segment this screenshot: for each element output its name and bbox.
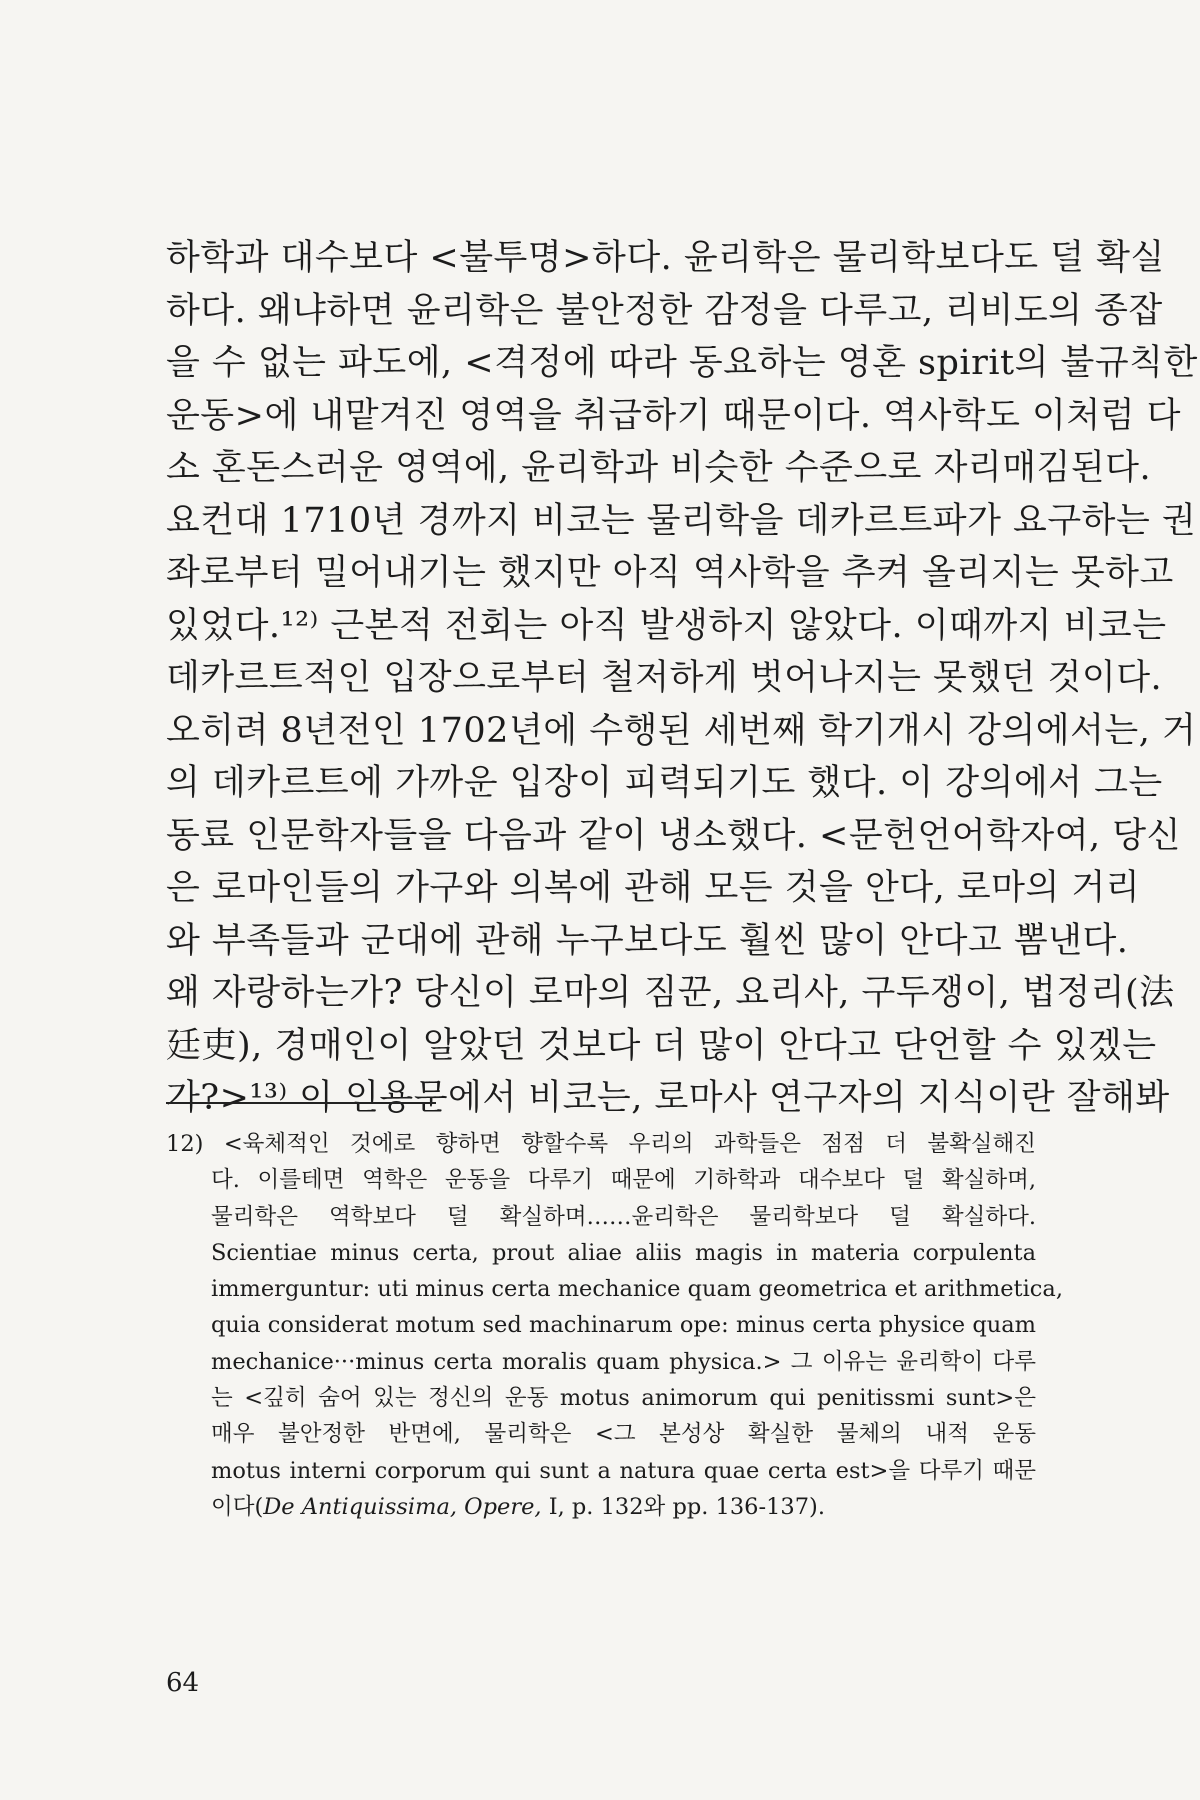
body-line: 의 데카르트에 가까운 입장이 피력되기도 했다. 이 강의에서 그는	[166, 763, 1163, 803]
footnote-line: Scientiae minus certa, prout aliae aliis magis in materia corpulenta	[211, 1239, 1036, 1266]
body-line: 동료 인문학자들을 다음과 같이 냉소했다. <문헌언어학자여, 당신	[166, 815, 1181, 856]
footnote-line: 매우 불안정한 반면에, 물리학은 <그 본성상 확실한 물체의 내적 운동	[211, 1421, 1036, 1448]
body-line: 데카르트적인 입장으로부터 철저하게 벗어나지는 못했던 것이다.	[166, 658, 1163, 698]
body-line: 오히려 8년전인 1702년에 수행된 세번째 학기개시 강의에서는, 거	[166, 710, 1197, 751]
footnote-first-line	[166, 1126, 1036, 1162]
body-line: 은 로마인들의 가구와 의복에 관해 모든 것을 안다, 로마의 거리	[166, 868, 1141, 908]
body-line: 廷吏), 경매인이 알았던 것보다 더 많이 안다고 단언할 수 있겠는	[166, 1025, 1157, 1066]
body-line: 소 혼돈스러운 영역에, 윤리학과 비슷한 수준으로 자리매김된다.	[166, 448, 1152, 488]
body-line: 하다. 왜냐하면 윤리학은 불안정한 감정을 다루고, 리비도의 종잡	[166, 290, 1163, 331]
footnote-line: motus interni corporum qui sunt a natura quae certa est>을 다루기 때문	[211, 1457, 1036, 1484]
body-line: 와 부족들과 군대에 관해 누구보다도 훨씬 많이 안다고 뽐낸다.	[166, 920, 1129, 961]
footnote-line: mechanice···minus certa moralis quam physica.> 그 이유는 윤리학이 다루	[211, 1348, 1036, 1375]
footnote-last-suffix: I, p. 132와 pp. 136-137).	[541, 1493, 825, 1520]
footnote-number: 12)	[166, 1131, 204, 1157]
page-number: 64	[166, 1668, 200, 1698]
body-line: 왜 자랑하는가? 당신이 로마의 짐꾼, 요리사, 구두쟁이, 법정리(法	[166, 973, 1175, 1013]
footnote-rule	[166, 1102, 436, 1104]
footnote-line: 다. 이를테면 역학은 운동을 다루기 때문에 기하학과 대수보다 덜 확실하며,	[211, 1167, 1036, 1194]
footnote-last-line	[166, 1489, 1036, 1525]
body-line: 요컨대 1710년 경까지 비코는 물리학을 데카르트파가 요구하는 권	[166, 500, 1197, 541]
footnote-line: quia considerat motum sed machinarum ope: minus certa physice quam	[211, 1312, 1036, 1339]
body-line: 을 수 없는 파도에, <격정에 따라 동요하는 영혼 spirit의 불규칙한	[166, 343, 1198, 383]
footnote-text: <육체적인 것에로 향하면 향할수록 우리의 과학들은 점점 더 불확실해진	[223, 1131, 1037, 1157]
body-line: 좌로부터 밀어내기는 했지만 아직 역사학을 추켜 올리지는 못하고	[166, 553, 1174, 593]
body-text	[166, 232, 1198, 1125]
body-line: 하학과 대수보다 <불투명>하다. 윤리학은 물리학보다도 덜 확실	[166, 238, 1165, 278]
body-line: 운동>에 내맡겨진 영역을 취급하기 때문이다. 역사학도 이처럼 다	[166, 395, 1181, 436]
footnote-citation-title: De Antiquissima, Opere,	[263, 1493, 542, 1520]
footnote-line: immerguntur: uti minus certa mechanice quam geometrica et arithmetica,	[211, 1276, 1063, 1303]
body-line: 있었다.¹²⁾ 근본적 전회는 아직 발생하지 않았다. 이때까지 비코는	[166, 605, 1167, 646]
footnote-line: 는 <깊히 숨어 있는 정신의 운동 motus animorum qui penitissmi sunt>은	[211, 1385, 1036, 1412]
body-line: 가?>¹³⁾ 이 인용문에서 비코는, 로마사 연구자의 지식이란 잘해봐	[166, 1078, 1170, 1118]
footnote-line: 물리학은 역학보다 덜 확실하며……윤리학은 물리학보다 덜 확실하다.	[211, 1203, 1036, 1230]
footnote-last-prefix: 이다(	[211, 1493, 264, 1520]
footnote	[166, 1126, 1063, 1525]
